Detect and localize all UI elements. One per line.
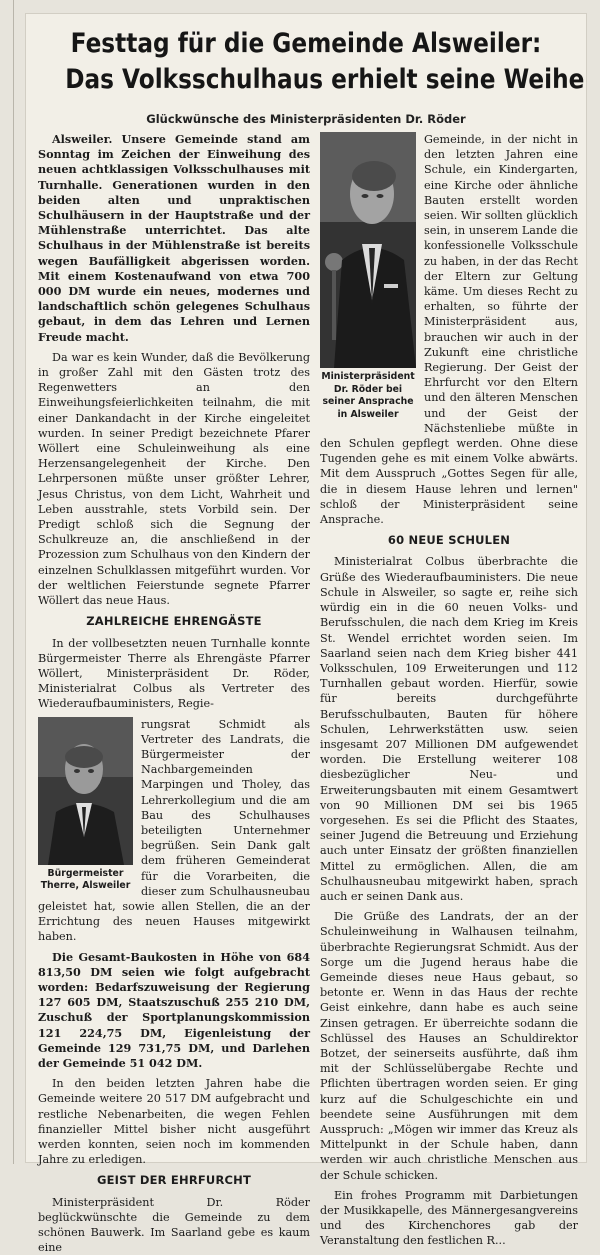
portrait-image (320, 132, 416, 368)
paragraph: Ein frohes Programm mit Darbietungen der Musikkapelle, des Männergesangvereins und des Kirchenchores gab der Veranstaltung den festlichen R... (320, 1188, 578, 1248)
portrait-image (38, 717, 133, 865)
photo-roeder (320, 132, 416, 368)
photo-figure-buergermeister (38, 717, 133, 893)
headline-line-2: Das Volksschulhaus erhielt seine Weihe (65, 64, 585, 95)
photo-buergermeister (38, 717, 133, 865)
newspaper-clipping (26, 14, 586, 1255)
section-heading: 60 NEUE SCHULEN (387, 533, 511, 548)
photo-caption: Bürgermeister Therre, Alsweiler (40, 867, 131, 892)
lead-paragraph: Alsweiler. Unsere Gemeinde stand am Sonntag im Zeichen der Einweihung des neuen achtklassigen Volksschulhauses mit Turnhalle. Generationen wurden in den beiden alten und unpraktischen Schulhäusern in der Hauptstraße und der Mühlenstraße unterrichtet. Das alte Schulhaus in der Mühlenstraße ist bereits wegen Baufälligkeit abgerissen worden. Mit einem Kostenaufwand von etwa 700 000 DM wurde ein neues, modernes und landschaftlich schön gelegenes Schulhaus gebaut, in dem das Lehren und Lernen Freude macht. (38, 132, 310, 344)
page-fold-line (13, 0, 14, 1164)
paragraph: Gemeinde, in der nicht in den letzten Jahren eine Schule, ein Kindergarten, eine Kirche oder ähnliche Bauten erstellt worden seien. Wir sollten glücklich sein, in unserem Lande die konfessionelle Volksschule zu haben, in der das Recht der Eltern zur Geltung käme. Um dieses Recht zu erhalten, so führte der Ministerpräsident aus, brauchen wir auch in der Zukunft eine christliche Regierung. Der Geist der Ehrfurcht vor den Eltern und den älteren Menschen und der Geist der Nächstenliebe müßte in den Schulen gepflegt werden. Ohne diese Tugenden gehe es mit einem Volke abwärts. Mit dem Ausspruch „Gottes Segen für alle, die in diesem Hause lehren und lernen" schloß der Ministerpräsident seine Ansprache. (320, 133, 578, 527)
paragraph: Ministerpräsident Dr. Röder beglückwünschte die Gemeinde zu dem schönen Bauwerk. Im Saarland gebe es kaum eine (38, 1195, 310, 1255)
paragraph: rungsrat Schmidt als Vertreter des Landrats, die Bürgermeister der Nachbargemeinden Marpingen und Tholey, das Lehrerkollegium und die am Bau des Schulhauses beteiligten Unternehmer begrüßen. Sein Dank galt dem früheren Gemeinderat für die Vorarbeiten, die dieser zum Schulhausneubau geleistet hat, sowie allen Stellen, die an der Errichtung des neuen Hauses mitgewirkt haben. (38, 717, 310, 944)
photo-figure-roeder (320, 132, 416, 421)
paragraph: In den beiden letzten Jahren habe die Gemeinde weitere 20 517 DM aufgebracht und restliche Nebenarbeiten, die wegen Fehlen finanzieller Mittel bisher nicht ausgeführt werden konnten, seien noch im kommenden Jahre zu erledigen. (38, 1077, 310, 1167)
subheadline: Glückwünsche des Ministerpräsidenten Dr. Röder (146, 112, 466, 126)
article-column-1 (38, 132, 310, 1255)
section-heading: GEIST DER EHRFURCHT (96, 1173, 252, 1188)
headline-line-1: Festtag für die Gemeinde Alsweiler: (70, 28, 542, 59)
paragraph-costs: Die Gesamt-Baukosten in Höhe von 684 813,50 DM seien wie folgt aufgebracht worden: Bedarfszuweisung der Regierung 127 605 DM, Staatszuschuß 255 210 DM, Zuschuß der Sportplanungskommission 121 224,75 DM, Eigenleistung der Gemeinde 129 731,75 DM, und Darlehen der Gemeinde 51 042 DM. (38, 949, 310, 1070)
paragraph: Ministerialrat Colbus überbrachte die Grüße des Wiederaufbauministers. Die neue Schule in Alsweiler, so sagte er, reihe sich würdig ein in die 60 neuen Volks- und Berufsschulen, die nach dem Krieg im Kreis St. Wendel errichtet worden seien. Im Saarland seien nach dem Krieg bisher 441 Volksschulen, 109 Erweiterungen und 112 Turnhallen gebaut worden. Hierfür, sowie für bereits durchgeführte Berufsschulbauten, Bauten für höhere Schulen, Lehrwerkstätten usw. seien insgesamt 207 Millionen DM aufgewendet worden. Die Erstellung weiterer 108 diesbezüglicher Neu- und Erweiterungsbauten mit einem Gesamtwert von 90 Millionen DM sei bis 1965 vorgesehen. Es sei die Pflicht des Staates, seiner Jugend die Betreuung und Erziehung auch unter Einsatz der größten finanziellen Mittel zu ermöglichen. Allen, die am Schulhausneubau mitgewirkt haben, sprach auch er seinen Dank aus. (320, 555, 578, 903)
article-column-2 (320, 132, 578, 1248)
section-heading: ZAHLREICHE EHRENGÄSTE (86, 614, 262, 629)
paragraph: Da war es kein Wunder, daß die Bevölkerung in großer Zahl mit den Gästen trotz des Regenwetters an den Einweihungsfeierlichkeiten teilnahm, die mit einer Dankandacht in der Kirche eingeleitet wurden. In seiner Predigt bezeichnete Pfarer Wöllert eine Schuleinweihung als eine Herzensangelegenheit der Kirche. Den Lehrpersonen müßte unser größter Lehrer, Jesus Christus, von dem Licht, Wahrheit und Leben ausstrahle, stets Vorbild sein. Der Predigt schloß sich die Segnung der Schulkreuze an, die anschließend in der Prozession zum Schulhaus von den Kindern der einzelnen Schulklassen mitgeführt wurden. Vor der weltlichen Feierstunde segnete Pfarrer Wöllert das neue Haus. (38, 350, 310, 608)
photo-caption: Ministerpräsident Dr. Röder bei seiner Ansprache in Alsweiler (321, 371, 415, 420)
paragraph: In der vollbesetzten neuen Turnhalle konnte Bürgermeister Therre als Ehrengäste Pfarrer Wöllert, Ministerpräsident Dr. Röder, Ministerialrat Colbus als Vertreter des Wiederaufbauministers, Regie- (38, 636, 310, 711)
paragraph: Die Grüße des Landrats, der an der Schuleinweihung in Walhausen teilnahm, überbrachte Regierungsrat Schmidt. Aus der Sorge um die Jugend heraus habe die Gemeinde dieses neue Haus gebaut, so betonte er. Wenn in das Haus der rechte Geist einkehre, dann habe es auch seine Zinsen getragen. Er überreichte sodann die Schlüssel des Hauses an Schuldirektor Botzet, der seinerseits ausführte, daß ihm mit der Schlüsselübergabe Rechte und Pflichten übertragen worden seien. Er ging kurz auf die Schulgeschichte ein und beendete seine Ausführungen mit dem Ausspruch: „Mögen wir immer das Kreuz als Mittelpunkt in der Schule haben, dann werden wir auch christliche Menschen aus der Schule schicken. (320, 910, 578, 1182)
